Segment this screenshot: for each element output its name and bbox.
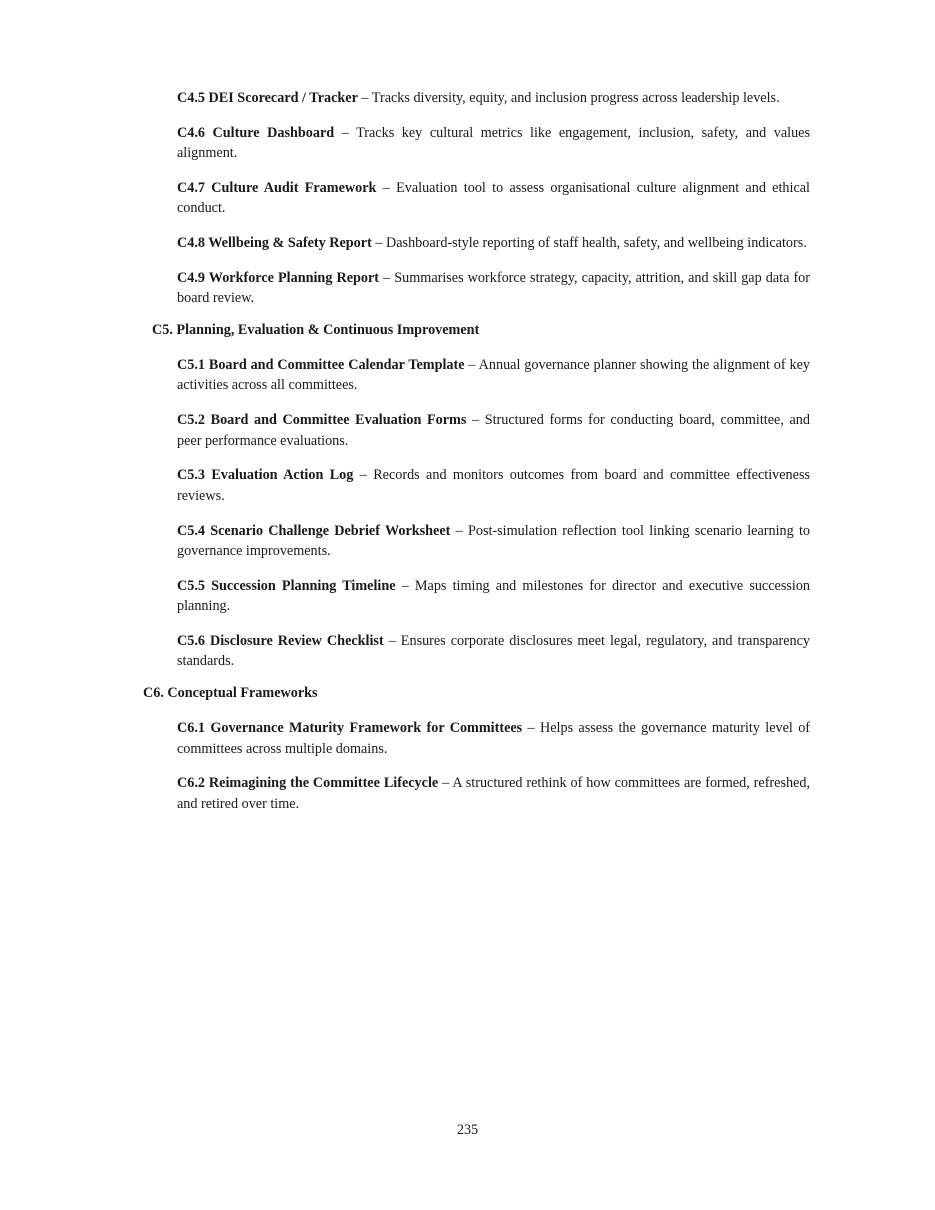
entry-c5-2 <box>177 410 810 451</box>
entry-c5-3 <box>177 465 810 506</box>
section-heading-c5: C5. Planning, Evaluation & Continuous Improvement <box>152 322 480 339</box>
entry-c4-6 <box>177 123 810 164</box>
page-number: 235 <box>456 1122 479 1138</box>
entry-term: C4.6 Culture Dashboard <box>177 124 335 141</box>
entry-c5-1 <box>177 355 810 396</box>
entry-description: – Summarises workforce strategy, capacity, attrition, and skill gap data for board review. <box>177 269 810 307</box>
entry-description: – Annual governance planner showing the alignment of key activities across all committees. <box>177 356 810 394</box>
entry-term: C6.2 Reimagining the Committee Lifecycle <box>177 775 439 792</box>
entry-term: C5.6 Disclosure Review Checklist <box>177 632 384 649</box>
entry-term: C5.2 Board and Committee Evaluation Forms <box>177 412 467 429</box>
entry-term: C5.5 Succession Planning Timeline <box>177 577 396 594</box>
entry-c5-4 <box>177 521 810 562</box>
entry-description: – Maps timing and milestones for director and executive succession planning. <box>177 577 811 615</box>
entry-term: C5.3 Evaluation Action Log <box>177 467 354 484</box>
entry-c4-8 <box>177 233 810 254</box>
entry-term: C4.5 DEI Scorecard / Tracker <box>177 90 358 106</box>
entry-c6-1 <box>177 718 810 759</box>
entry-c5-6 <box>177 631 810 672</box>
page-content <box>0 88 935 826</box>
entry-description: – Helps assess the governance maturity level of committees across multiple domains. <box>177 720 811 757</box>
entry-description: – Ensures corporate disclosures meet legal, regulatory, and transparency standards. <box>177 632 810 670</box>
entry-c4-9 <box>177 268 810 309</box>
entry-term: C5.1 Board and Committee Calendar Template <box>177 356 465 373</box>
entry-c5-5 <box>177 576 810 617</box>
entry-description: – Tracks diversity, equity, and inclusion progress across leadership levels. <box>357 90 780 106</box>
entry-description: – Evaluation tool to assess organisational culture alignment and ethical conduct. <box>177 179 810 217</box>
entry-term: C5.4 Scenario Challenge Debrief Worksheet <box>177 522 451 539</box>
section-heading-c6: C6. Conceptual Frameworks <box>143 685 318 702</box>
entry-c4-7 <box>177 178 810 219</box>
entry-description: – Structured forms for conducting board, committee, and peer performance evaluations. <box>177 412 810 449</box>
entry-term: C4.9 Workforce Planning Report <box>177 269 380 286</box>
entry-c6-2 <box>177 773 810 814</box>
entry-description: – A structured rethink of how committees are formed, refreshed, and retired over time. <box>177 775 810 812</box>
entry-description: – Tracks key cultural metrics like engagement, inclusion, safety, and values alignment. <box>177 124 810 162</box>
entry-term: C6.1 Governance Maturity Framework for Committees <box>177 720 523 737</box>
entry-description: – Records and monitors outcomes from board and committee effectiveness reviews. <box>177 467 810 504</box>
entry-description: – Dashboard-style reporting of staff health, safety, and wellbeing indicators. <box>371 235 807 252</box>
entry-description: – Post-simulation reflection tool linking scenario learning to governance improvements. <box>177 522 810 559</box>
entry-term: C4.7 Culture Audit Framework <box>177 179 377 196</box>
entry-c4-5 <box>177 88 810 109</box>
entry-term: C4.8 Wellbeing & Safety Report <box>177 235 372 252</box>
